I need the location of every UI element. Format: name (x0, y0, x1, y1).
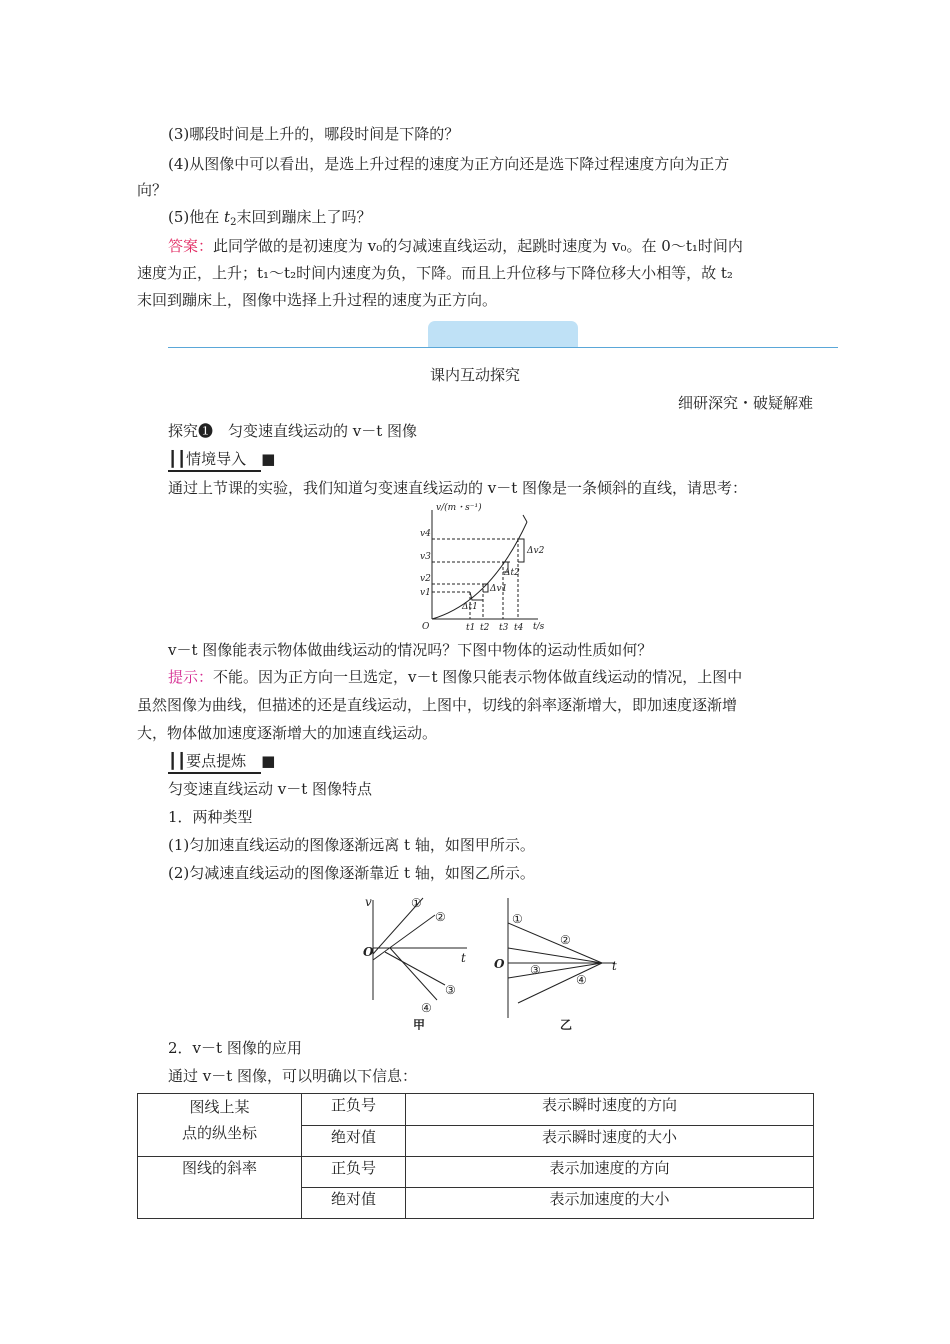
table-cell: 表示加速度的方向 (406, 1157, 814, 1188)
intro-text: 通过上节课的实验，我们知道匀变速直线运动的 v－t 图像是一条倾斜的直线，请思考： (168, 479, 748, 497)
jia-o: O (363, 945, 374, 959)
question-4a: (4)从图像中可以看出，是选上升过程的速度为正方向还是选下降过程速度方向为正方 (168, 155, 730, 173)
jia-m1: ① (411, 896, 422, 910)
point-2a: 通过 v－t 图像，可以明确以下信息： (168, 1067, 418, 1085)
vt-curve-chart (400, 502, 560, 632)
point-1: 1．两种类型 (168, 808, 253, 826)
table-cell: 表示瞬时速度的大小 (406, 1125, 814, 1157)
ytick-v2: v2 (420, 574, 431, 584)
ytick-v3: v3 (420, 552, 431, 562)
question-text: v－t 图像能表示物体做曲线运动的情况吗？下图中物体的运动性质如何？ (168, 641, 653, 659)
answer-line-1: 答案：此同学做的是初速度为 v₀的匀减速直线运动，起跳时速度为 v₀。在 0～t₁时间内 (168, 237, 743, 255)
point-1a: (1)匀加速直线运动的图像逐渐远离 t 轴，如图甲所示。 (168, 836, 535, 854)
jia-m3: ③ (445, 983, 456, 997)
point-1b: (2)匀减速直线运动的图像逐渐靠近 t 轴，如图乙所示。 (168, 864, 535, 882)
jia-v: v (365, 895, 372, 909)
table-cell: 表示加速度的大小 (406, 1188, 814, 1219)
ytick-v1: v1 (420, 588, 431, 598)
section-title: 课内互动探究 (429, 366, 520, 384)
jia-label: 甲 (413, 1018, 426, 1030)
point-2: 2．v－t 图像的应用 (168, 1039, 302, 1057)
chart1-ylabel: v/(m・s⁻¹) (436, 503, 482, 513)
yi-m4: ④ (576, 973, 587, 987)
section-subtitle: 细研深究・破疑解难 (677, 394, 813, 412)
label-dv2: Δv2 (527, 546, 545, 556)
section-tab (428, 321, 578, 348)
hint-line-2: 虽然图像为曲线，但描述的还是直线运动，上图中，切线的斜率逐渐增大，即加速度逐渐增 (137, 696, 738, 714)
point-title: 匀变速直线运动 v－t 图像特点 (168, 780, 373, 798)
table-cell: 正负号 (302, 1157, 406, 1188)
hint-line-1: 提示：不能。因为正方向一旦选定，v－t 图像只能表示物体做直线运动的情况，上图中 (168, 668, 743, 686)
answer-line-2: 速度为正，上升；t₁～t₂时间内速度为负，下降。而且上升位移与下降位移大小相等，故 t₂ (137, 264, 733, 282)
jia-m4: ④ (421, 1001, 432, 1015)
table-cell: 图线上某 点的纵坐标 (138, 1094, 302, 1157)
jia-t: t (461, 951, 466, 965)
header-keypoints-label: ┃┃要点提炼 (168, 751, 261, 774)
xtick-t1: t1 (466, 623, 476, 632)
answer-label: 答案： (168, 237, 214, 255)
header-scenario-label: ┃┃情境导入 (168, 449, 261, 472)
table-cell: 表示瞬时速度的方向 (406, 1094, 814, 1126)
xtick-t2: t2 (480, 623, 490, 632)
figure-jia (355, 890, 480, 1030)
section-divider (168, 347, 838, 348)
table-row (138, 1157, 814, 1188)
square-icon: ■ (261, 752, 276, 770)
xtick-t3: t3 (499, 623, 509, 632)
xtick-t4: t4 (514, 623, 524, 632)
hint-label: 提示： (168, 668, 214, 686)
question-5: (5)他在 $t_2$末回到蹦床上了吗？ (168, 208, 372, 228)
question-4b: 向？ (137, 181, 168, 199)
square-icon: ■ (261, 450, 276, 468)
yi-label: 乙 (560, 1018, 573, 1032)
yi-t: t (612, 959, 617, 973)
jia-m2: ② (435, 910, 446, 924)
info-table (137, 1093, 814, 1219)
ytick-v4: v4 (420, 529, 431, 539)
header-keypoints (168, 751, 275, 774)
yi-o: O (494, 957, 505, 971)
table-row (138, 1094, 814, 1126)
table-cell: 正负号 (302, 1094, 406, 1126)
explore-title: 探究❶ 匀变速直线运动的 v－t 图像 (168, 422, 418, 440)
label-dt2: Δt2 (504, 568, 520, 578)
chart1-origin: O (422, 622, 430, 632)
chart1-xlabel: t/s (533, 622, 545, 632)
label-dv1: Δv1 (490, 584, 508, 594)
table-cell: 绝对值 (302, 1125, 406, 1157)
hint-line-3: 大，物体做加速度逐渐增大的加速直线运动。 (137, 724, 438, 742)
answer-line-3: 末回到蹦床上，图像中选择上升过程的速度为正方向。 (137, 291, 498, 309)
header-scenario (168, 449, 275, 472)
yi-m2: ② (560, 933, 571, 947)
question-3: (3)哪段时间是上升的，哪段时间是下降的？ (168, 125, 460, 143)
yi-m3: ③ (530, 963, 541, 977)
table-cell: 绝对值 (302, 1188, 406, 1219)
label-dt1: Δt1 (462, 602, 478, 612)
yi-m1: ① (512, 912, 523, 926)
table-cell: 图线的斜率 (138, 1157, 302, 1219)
figure-yi (490, 898, 625, 1038)
